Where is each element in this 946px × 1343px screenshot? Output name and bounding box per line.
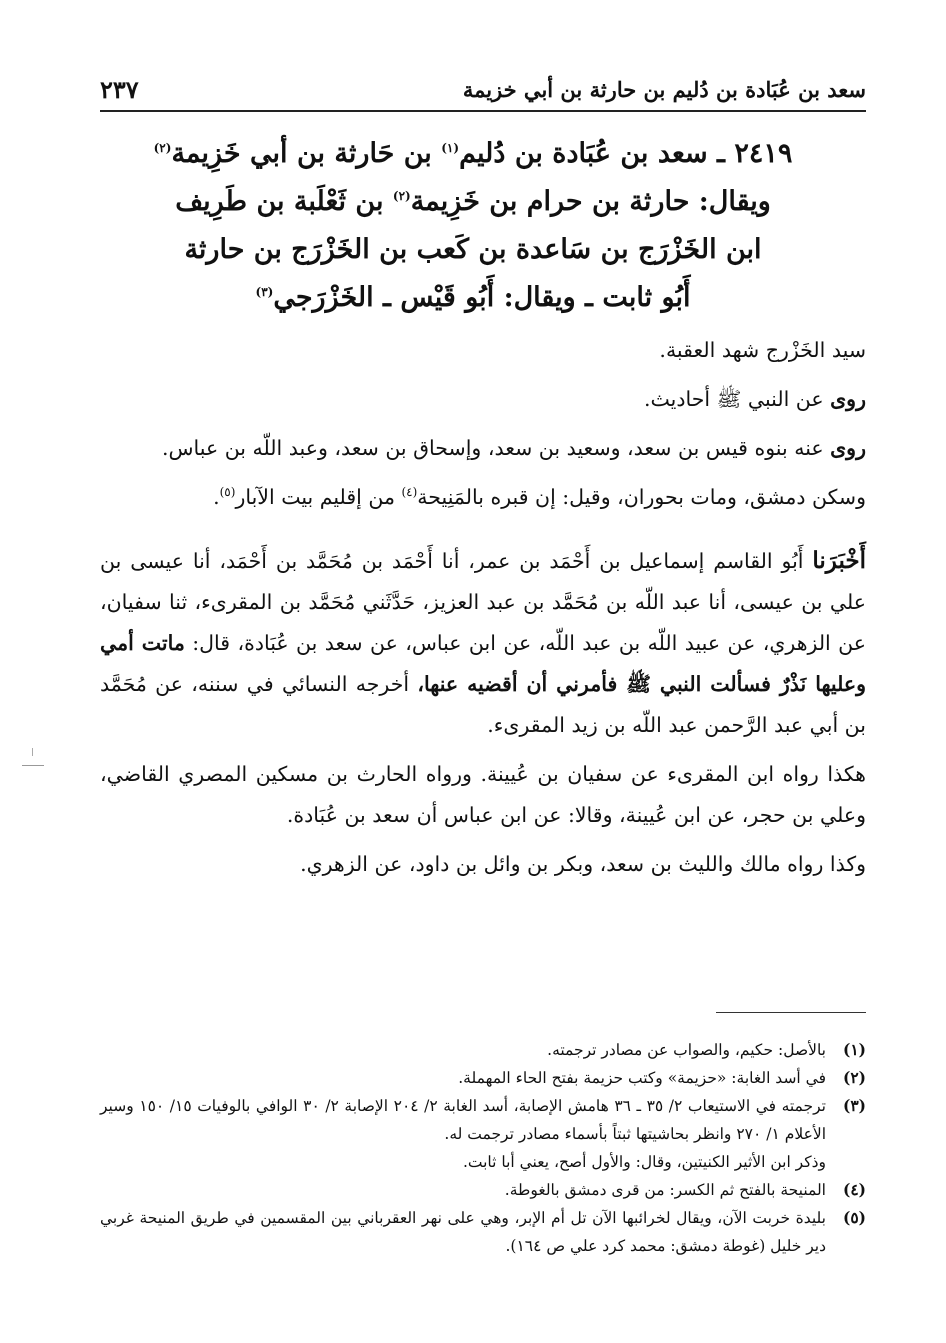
page-number: ٢٣٧ [100,74,139,104]
footnote-ref: (٣) [255,285,274,299]
entry-heading-line-2: ويقال: حارثة بن حرام بن خَزِيمة$^{(٢)}$ بن ثَعْلَبة بن طَرِيف [175,186,771,217]
paragraph-1: سيد الخَزْرج شهد العقبة. [659,338,866,362]
footnote-text: بليدة خربت الآن، ويقال لخرائبها الآن تل أم الإبر، وهي على نهر العقرباني بين المقسمين في طريق المنيحة غربي دير خليل (غوطة دمشق: محمد كرد علي ص ١٦٤). [100,1209,826,1255]
footnote [100,1064,866,1092]
footnote [100,1176,866,1204]
footnote-ref: (٢) [392,189,411,203]
paragraph-4: وسكن دمشق، ومات بحوران، وقيل: إن قبره بالمَنِيحة$^{(٤)}$ من إقليم بيت الآبار$^{(٥)}$. [213,485,866,509]
paragraph-hadith: أَخْبَرَنا أَبُو القاسم إسماعيل بن أَحْمَد بن عمر، أنا أَحْمَد بن مُحَمَّد بن أَحْمَد، أنا عيسى بن علي بن عيسى، أنا عبد اللّه بن مُحَمَّد بن عبد العزيز، حَدَّثَني مُحَمَّد بن المقرىء، ثنا سفيان، عن الزهري، عن عبيد اللّه بن عبد اللّه، عن ابن عباس، عن سعد بن عُبَادة، قال: ماتت أمي وعليها نَذْرٌ فسألت النبي ﷺ فأمرني أن أقضيه عنها، أخرجه النسائي في سننه، عن مُحَمَّد بن أبي عبد الرَّحمن عبد اللّه بن زيد المقرىء. [100,547,866,737]
footnote-continuation: وذكر ابن الأثير الكنيتين، وقال: والأول أصح، يعني أبا ثابت. [462,1153,826,1171]
running-title: سعد بن عُبَادة بن دُليم بن حارثة بن أبي خزيمة [462,76,866,102]
footnote-divider [716,1012,866,1013]
paragraph-6: هكذا رواه ابن المقرىء عن سفيان بن عُيينة. ورواه الحارث بن مسكين المصري القاضي، وعلي بن حجر، عن ابن عُيينة، وقالا: عن ابن عباس أن سعد بن عُبَادة. [100,762,866,827]
footnote-ref: (٥) [219,485,236,500]
footnotes [100,1036,866,1260]
entry-heading-line-1: ٢٤١٩ ـ سعد بن عُبَادة بن دُليم$^{(١)}$ بن حَارثة بن أبي خَزِيمة$^{(٢)}$ [153,138,793,169]
footnote-number: (٢) [842,1068,866,1087]
paragraph-3: روى عنه بنوه قيس بن سعد، وسعيد بن سعد، وإسحاق بن سعد، وعبد اللّه بن عباس. [161,436,866,460]
footnote-text: ترجمته في الاستيعاب ٢/ ٣٥ ـ ٣٦ هامش الإصابة، أسد الغابة ٢/ ٢٠٤ الإصابة ٢/ ٣٠ الوافي بالوفيات ١٥/ ١٥٠ وسير الأعلام ١/ ٢٧٠ وانظر بحاشيتها ثبتاً بأسماء مصادر ترجمت له. [100,1097,826,1143]
footnote-text: بالأصل: حكيم، والصواب عن مصادر ترجمته. [547,1041,826,1059]
footnote [100,1204,866,1260]
paragraph-7: وكذا رواه مالك والليث بن سعد، وبكر بن وائل بن داود، عن الزهري. [300,852,866,876]
main-text [100,330,866,893]
footnote-text: المنيحة بالفتح ثم الكسر: من قرى دمشق بالغوطة. [504,1181,826,1199]
entry-heading [150,130,796,322]
paragraph-2: روى عن النبي ﷺ أحاديث. [643,387,866,411]
entry-heading-line-3: ابن الخَزْرَج بن سَاعدة بن كَعب بن الخَزْرَج بن حارثة [184,234,762,265]
footnote-number: (٣) [842,1096,866,1115]
footnote-number: (٥) [842,1208,866,1227]
footnote-ref: (٢) [153,141,172,155]
entry-heading-line-4: أَبُو ثابت ـ ويقال: أَبُو قَيْس ـ الخَزْرَجي$^{(٣)}$ [255,282,691,313]
footnote-number: (٤) [842,1180,866,1199]
footnote-ref: (٤) [401,485,418,500]
footnote [100,1036,866,1064]
margin-tick-mark [32,748,33,756]
margin-mark [22,765,44,766]
footnote-number: (١) [842,1040,866,1059]
page-header [100,68,866,112]
footnote [100,1092,866,1148]
footnote-text: في أسد الغابة: «حزيمة» وكتب حزيمة بفتح الحاء المهملة. [458,1069,826,1087]
hadith-matn: ماتت أمي وعليها نَذْرٌ فسألت النبي ﷺ فأمرني أن أقضيه عنها، [100,631,866,696]
footnote-ref: (١) [441,141,460,155]
